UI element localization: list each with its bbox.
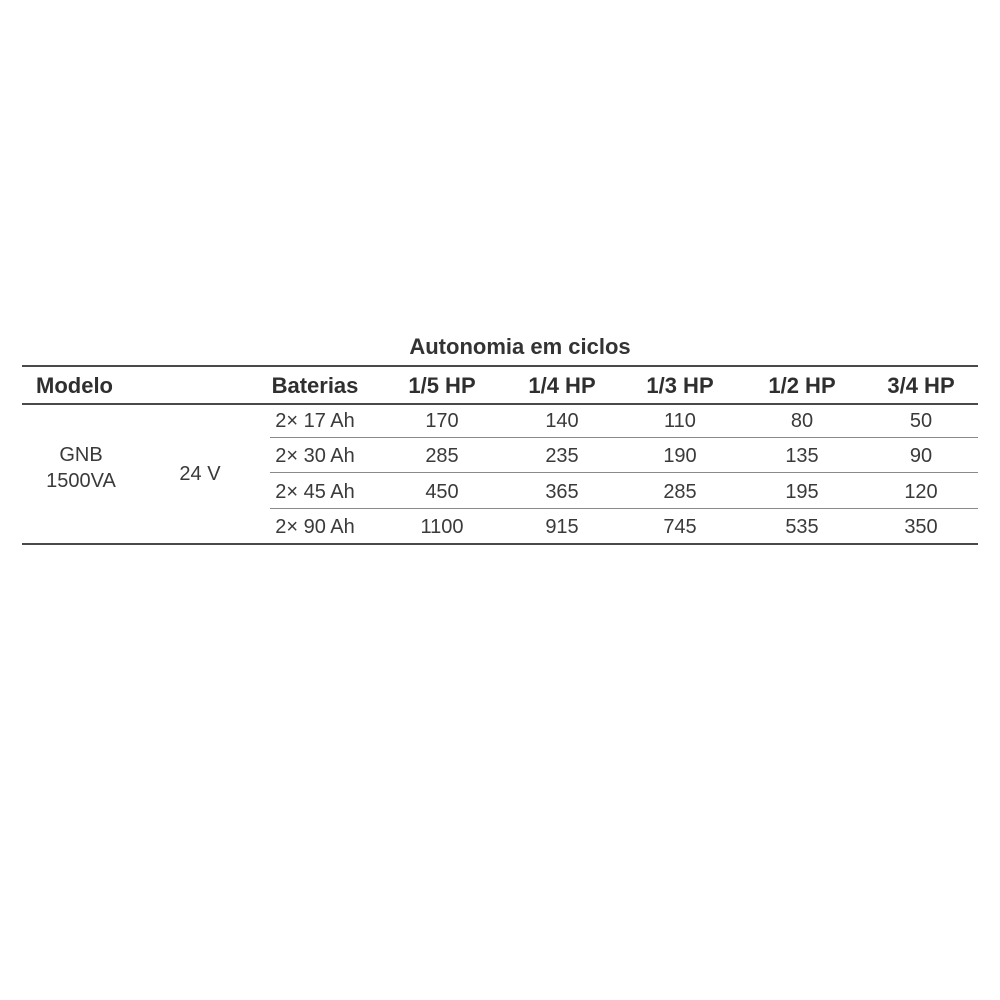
model-voltage: 24 V [179, 463, 221, 485]
header-load-1-2: 1/2 HP [768, 373, 836, 398]
row-4-value-5: 350 [904, 516, 938, 538]
row-divider [270, 508, 978, 509]
row-3-value-5: 120 [904, 481, 938, 503]
row-1-value-5: 50 [909, 410, 933, 432]
row-divider [270, 437, 978, 438]
row-2-value-5: 90 [909, 445, 933, 467]
row-4-value-1: 1100 [420, 516, 464, 538]
row-1-value-1: 170 [425, 410, 459, 432]
row-4-battery: 2× 90 Ah [275, 516, 355, 538]
header-load-1-3: 1/3 HP [646, 373, 714, 398]
row-1-value-3: 110 [664, 410, 696, 432]
row-4-value-3: 745 [663, 516, 697, 538]
row-3-value-4: 195 [785, 481, 819, 503]
row-2-value-4: 135 [785, 445, 819, 467]
row-2-value-1: 285 [425, 445, 459, 467]
row-1-battery: 2× 17 Ah [275, 410, 355, 432]
table-bottom-rule [22, 543, 978, 545]
row-2-battery: 2× 30 Ah [275, 445, 355, 467]
row-2-value-3: 190 [663, 445, 697, 467]
table-top-rule [22, 365, 978, 367]
row-3-value-3: 285 [663, 481, 697, 503]
header-load-3-4: 3/4 HP [887, 373, 955, 398]
header-load-1-4: 1/4 HP [528, 373, 596, 398]
header-batteries: Baterias [271, 373, 359, 398]
row-4-value-4: 535 [785, 516, 819, 538]
row-4-value-2: 915 [545, 516, 579, 538]
row-3-value-1: 450 [425, 481, 459, 503]
row-divider [270, 472, 978, 473]
autonomy-super-header: Autonomia em ciclos [409, 334, 631, 359]
row-3-value-2: 365 [545, 481, 579, 503]
row-3-battery: 2× 45 Ah [275, 481, 355, 503]
row-1-value-2: 140 [545, 410, 579, 432]
model-name-line2: 1500VA [46, 470, 116, 492]
header-model: Modelo [36, 373, 113, 398]
row-2-value-2: 235 [545, 445, 579, 467]
row-1-value-4: 80 [790, 410, 814, 432]
model-name-line1: GNB [59, 444, 103, 466]
header-load-1-5: 1/5 HP [408, 373, 476, 398]
